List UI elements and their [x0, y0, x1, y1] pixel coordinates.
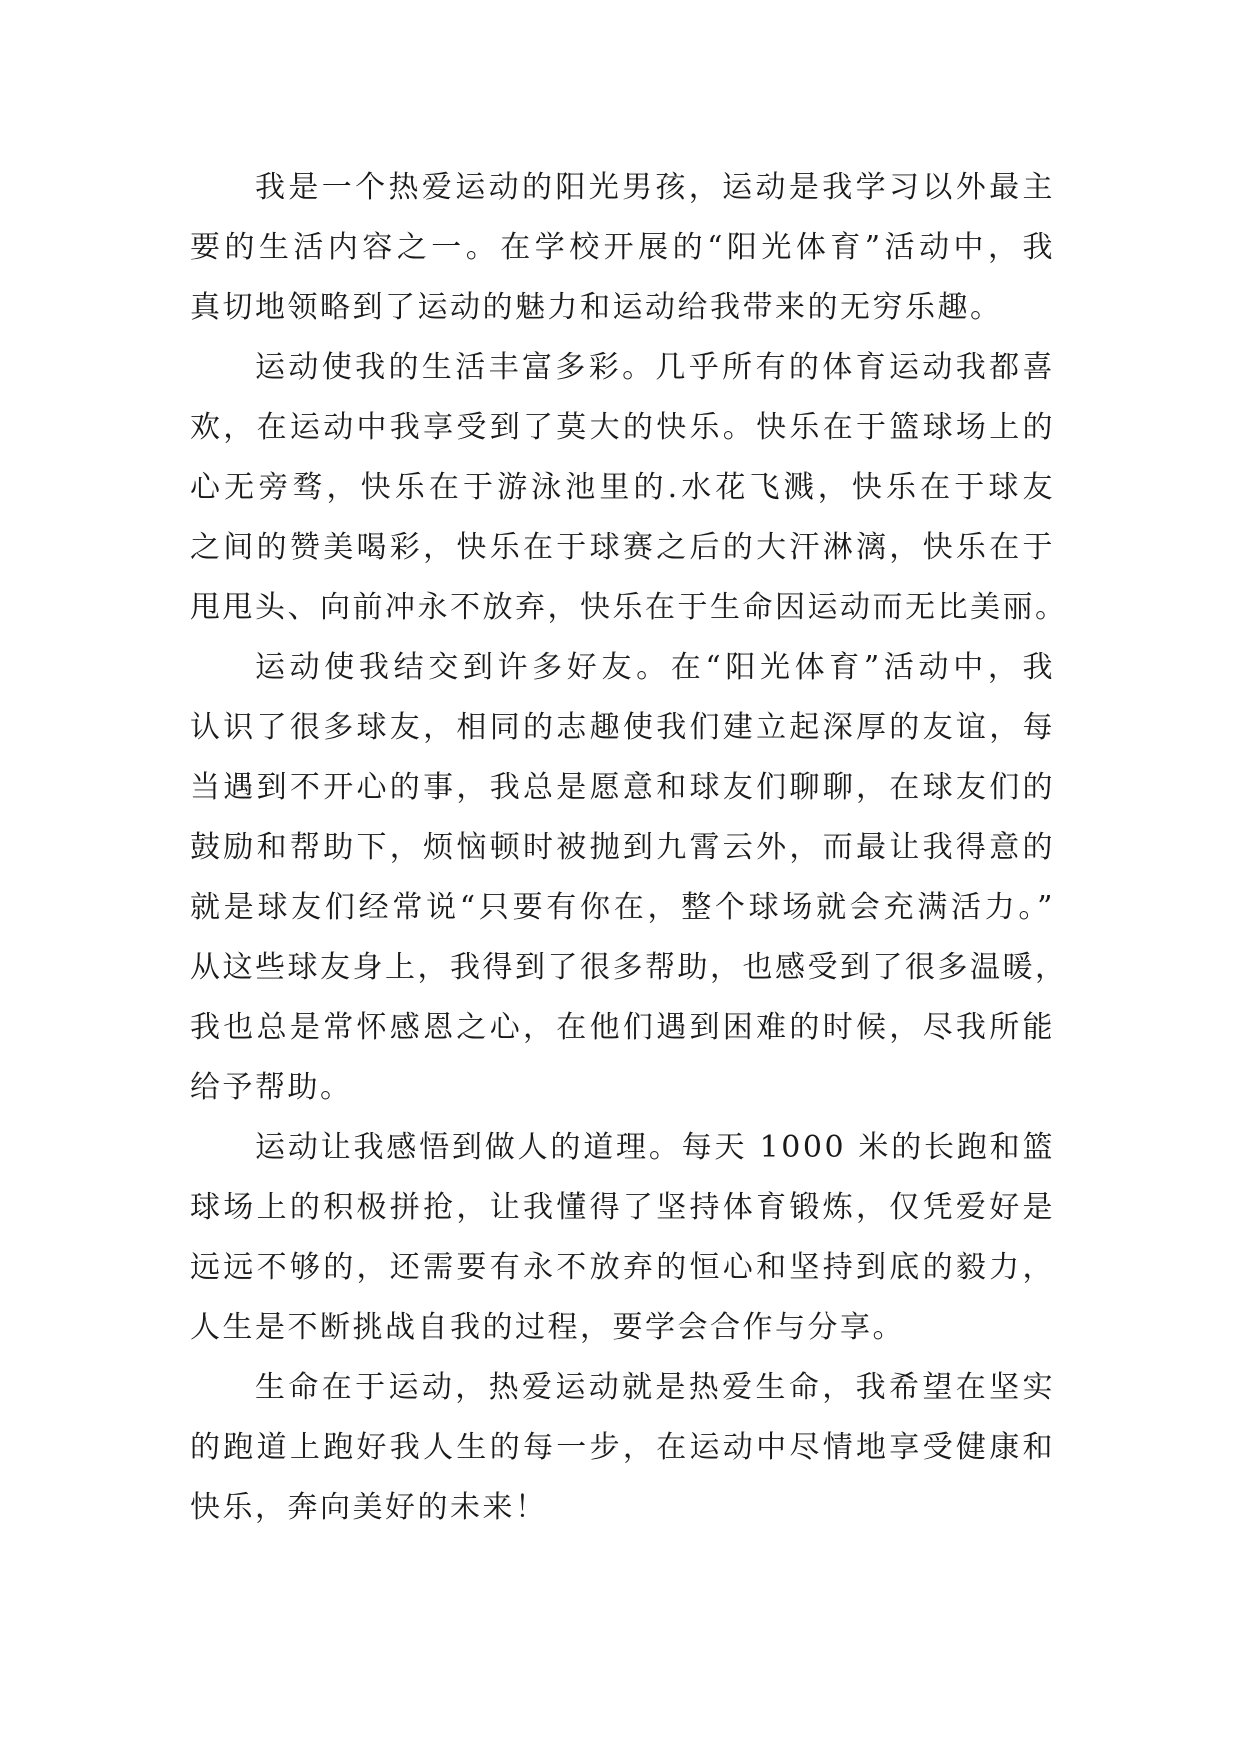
text-line: 的跑道上跑好我人生的每一步，在运动中尽情地享受健康和 — [190, 1430, 1055, 1465]
text-line: 认识了很多球友，相同的志趣使我们建立起深厚的友谊，每 — [190, 710, 1055, 745]
text-line: 远远不够的，还需要有永不放弃的恒心和坚持到底的毅力， — [190, 1250, 1055, 1285]
text-line: 心无旁骛，快乐在于游泳池里的.水花飞溅，快乐在于球友 — [190, 470, 1055, 505]
text-line: 要的生活内容之一。在学校开展的“阳光体育”活动中，我 — [190, 230, 1055, 265]
paragraph-1 — [190, 158, 1055, 338]
text-line: 从这些球友身上，我得到了很多帮助，也感受到了很多温暖， — [190, 950, 1068, 985]
text-line: 运动使我的生活丰富多彩。几乎所有的体育运动我都喜 — [255, 350, 1055, 385]
paragraph-4 — [190, 1118, 1055, 1358]
paragraph-3 — [190, 638, 1068, 1118]
text-line: 欢，在运动中我享受到了莫大的快乐。快乐在于篮球场上的 — [190, 410, 1055, 445]
text-line: 甩甩头、向前冲永不放弃，快乐在于生命因运动而无比美丽。 — [190, 590, 1068, 625]
paragraph-5 — [190, 1358, 1055, 1538]
text-line: 快乐，奔向美好的未来！ — [190, 1490, 548, 1525]
text-line: 生命在于运动，热爱运动就是热爱生命，我希望在坚实 — [255, 1370, 1055, 1405]
text-line: 鼓励和帮助下，烦恼顿时被抛到九霄云外，而最让我得意的 — [190, 830, 1055, 865]
text-line: 我也总是常怀感恩之心，在他们遇到困难的时候，尽我所能 — [190, 1010, 1055, 1045]
text-line: 给予帮助。 — [190, 1070, 353, 1105]
text-line: 人生是不断挑战自我的过程，要学会合作与分享。 — [190, 1310, 905, 1345]
text-line: 就是球友们经常说“只要有你在，整个球场就会充满活力。” — [190, 890, 1055, 925]
text-line: 真切地领略到了运动的魅力和运动给我带来的无穷乐趣。 — [190, 290, 1003, 325]
paragraph-2 — [190, 338, 1068, 638]
text-line: 我是一个热爱运动的阳光男孩，运动是我学习以外最主 — [255, 170, 1055, 205]
text-line: 运动使我结交到许多好友。在“阳光体育”活动中，我 — [255, 650, 1055, 685]
text-line: 运动让我感悟到做人的道理。每天 1000 米的长跑和篮 — [255, 1130, 1055, 1165]
text-line: 当遇到不开心的事，我总是愿意和球友们聊聊，在球友们的 — [190, 770, 1055, 805]
text-line: 之间的赞美喝彩，快乐在于球赛之后的大汗淋漓，快乐在于 — [190, 530, 1055, 565]
text-line: 球场上的积极拼抢，让我懂得了坚持体育锻炼，仅凭爱好是 — [190, 1190, 1055, 1225]
essay-body — [190, 158, 1068, 1538]
